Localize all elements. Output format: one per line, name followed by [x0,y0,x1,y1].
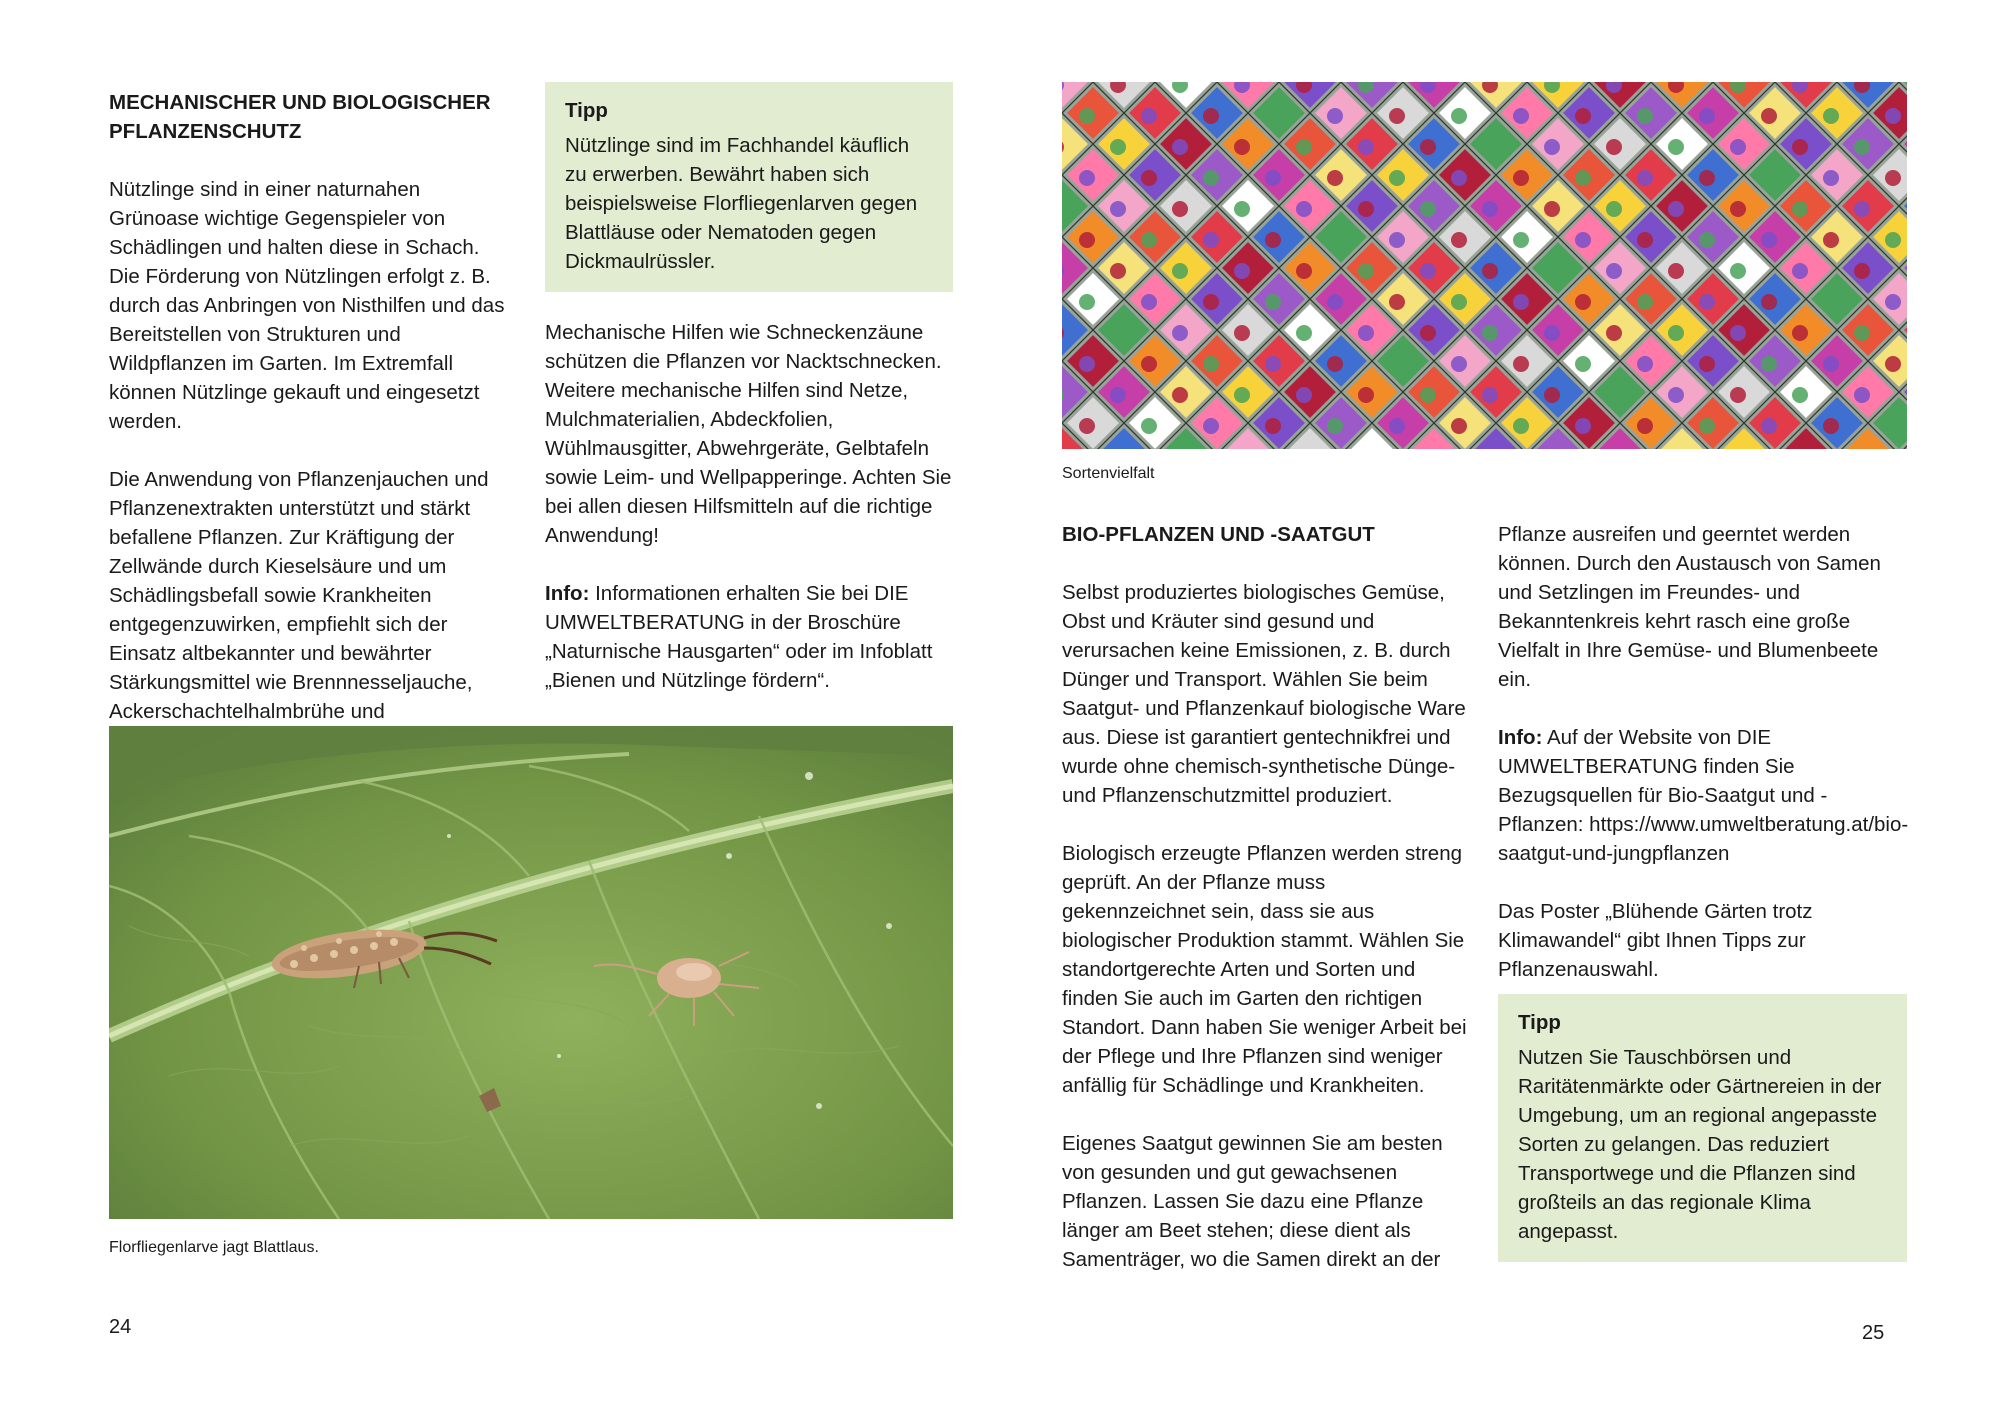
info-paragraph-right [1498,723,1910,868]
flower-dot [1451,232,1467,248]
flower-dot [1110,325,1126,341]
flower-dot [1296,387,1312,403]
flower-dot [1327,294,1343,310]
flower-dot [1265,356,1281,372]
flower-dot [1451,170,1467,186]
flower-dot [1575,170,1591,186]
flower-dot [1389,294,1405,310]
leaf-illustration [109,726,953,1219]
flower-dot [1792,139,1808,155]
flower-dot [1544,325,1560,341]
flower-dot [1296,201,1312,217]
flower-dot [1823,356,1839,372]
flower-dot [1327,232,1343,248]
heading-line-1: MECHANISCHER UND BIOLOGISCHER [109,91,491,114]
flower-dot [1699,232,1715,248]
tip-title: Tipp [565,99,608,122]
flower-dot [1513,356,1529,372]
flower-dot [1234,263,1250,279]
flower-dot [1885,108,1901,124]
flower-dot [1792,387,1808,403]
tip-box-left [545,82,953,292]
flower-dot [1141,294,1157,310]
flower-dot [1203,232,1219,248]
flower-dot [1792,263,1808,279]
flower-dot [1699,170,1715,186]
flower-dot [1203,294,1219,310]
info-label: Info: [545,582,590,605]
page-number-left: 24 [109,1316,132,1338]
flower-dot [1327,356,1343,372]
flower-dot [1203,356,1219,372]
flower-dot [1699,356,1715,372]
paragraph-eigenes-saatgut: Eigenes Saatgut gewinnen Sie am besten von gesunden und gut gewachsenen Pflanzen. Lassen Sie dazu eine Pflanze länger am Beet stehen; diese dient als Samenträger, wo die Samen direkt an der [1062,1132,1443,1271]
flower-dot [1141,418,1157,434]
flower-dot [1079,170,1095,186]
flower-dot [1172,139,1188,155]
flower-dot [1854,263,1870,279]
flower-dot [1761,170,1777,186]
flower-dot [1358,139,1374,155]
flower-dot [1513,232,1529,248]
photo-sortenvielfalt [1062,82,1907,449]
flower-dot [1110,139,1126,155]
paragraph-poster: Das Poster „Blühende Gärten trotz Klimawandel“ gibt Ihnen Tipps zur Pflanzenauswahl. [1498,900,1813,981]
info-label-right: Info: [1498,726,1543,749]
flower-dot [1637,232,1653,248]
flower-dot [1234,325,1250,341]
flower-dot [1265,294,1281,310]
flower-dot [1606,325,1622,341]
flower-dot [1172,201,1188,217]
flower-dot [1420,263,1436,279]
seed-packets-illustration [1062,82,1907,449]
left-column-2 [545,318,957,724]
flower-dot [1451,108,1467,124]
flower-dot [1513,418,1529,434]
flower-dot [1265,418,1281,434]
flower-dot [1730,139,1746,155]
flower-dot [1792,201,1808,217]
flower-dot [1637,170,1653,186]
flower-dot [1854,139,1870,155]
flower-dot [1296,263,1312,279]
flower-dot [1482,325,1498,341]
flower-dot [1668,139,1684,155]
flower-dot [1327,170,1343,186]
flower-dot [1265,108,1281,124]
heading-line-2: PFLANZENSCHUTZ [109,120,302,143]
flower-dot [1296,139,1312,155]
flower-dot [1606,139,1622,155]
flower-dot [1482,387,1498,403]
flower-dot [1110,201,1126,217]
flower-dot [1823,232,1839,248]
flower-dot [1823,170,1839,186]
flower-dot [1079,294,1095,310]
info-text-right: Auf der Website von DIE UMWELTBERATUNG finden Sie Bezugsquellen für Bio-Saatgut und -Pflanzen: https://www.umweltberatung.at/bio-saatgut-und-jungpflanzen [1498,726,1909,865]
flower-dot [1885,170,1901,186]
flower-dot [1823,108,1839,124]
flower-dot [1358,387,1374,403]
flower-dot [1885,232,1901,248]
flower-dot [1513,108,1529,124]
flower-dot [1172,263,1188,279]
flower-dot [1513,294,1529,310]
flower-dot [1172,387,1188,403]
flower-dot [1234,201,1250,217]
flower-dot [1451,294,1467,310]
flower-dot [1327,418,1343,434]
flower-dot [1668,387,1684,403]
flower-dot [1730,201,1746,217]
flower-dot [1110,263,1126,279]
flower-dot [1079,232,1095,248]
photo-florfliegenlarve [109,726,953,1219]
flower-dot [1389,232,1405,248]
flower-dot [1761,108,1777,124]
flower-dot [1420,201,1436,217]
flower-dot [1482,139,1498,155]
flower-dot [1079,108,1095,124]
flower-dot [1482,201,1498,217]
flower-dot [1141,170,1157,186]
flower-dot [1885,294,1901,310]
flower-dot [1265,170,1281,186]
flower-dot [1885,356,1901,372]
flower-dot [1420,387,1436,403]
flower-dot [1420,325,1436,341]
section-heading-bio-pflanzen: BIO-PFLANZEN UND -SAATGUT [1062,523,1375,546]
flower-dot [1544,201,1560,217]
flower-dot [1854,201,1870,217]
paragraph-selbst-produziert: Selbst produziertes biologisches Gemüse, Obst und Kräuter sind gesund und verursachen keine Emissionen, z. B. durch Dünger und Transport. Wählen Sie beim Saatgut- und Pflanzenkauf biologische Ware aus. Diese ist garantiert gentechnikfrei und wurde ohne chemisch-synthetische Dünge- und Pflanzenschutzmittel produziert. [1062,581,1466,807]
flower-dot [1575,108,1591,124]
paragraph-nuetzlinge: Nützlinge sind in einer naturnahen Grünoase wichtige Gegenspieler von Schädlingen und halten diese in Schach. Die Förderung von Nützlingen erfolgt z. B. durch das Anbringen von Nisthilfen und das Bereitstellen von Strukturen und Wildpflanzen im Garten. Im Extremfall können Nützlinge gekauft und eingesetzt werden. [109,178,505,433]
flower-dot [1234,139,1250,155]
right-column-2 [1498,520,1910,1013]
photo-caption-left: Florfliegenlarve jagt Blattlaus. [109,1239,319,1256]
right-column-1 [1062,520,1474,1303]
flower-dot [1296,325,1312,341]
photo-caption-right: Sortenvielfalt [1062,465,1155,482]
flower-dot [1079,356,1095,372]
paragraph-pflanze-ausreifen: Pflanze ausreifen und geerntet werden können. Durch den Austausch von Samen und Setzlingen im Freundes- und Bekanntenkreis kehrt rasch eine große Vielfalt in Ihre Gemüse- und Blumenbeete ein. [1498,523,1881,691]
page-number-right: 25 [1862,1322,1885,1344]
flower-dot [1079,418,1095,434]
flower-dot [1637,108,1653,124]
flower-dot [1451,418,1467,434]
flower-dot [1761,232,1777,248]
flower-dot [1575,294,1591,310]
flower-dot [1730,263,1746,279]
flower-dot [1203,108,1219,124]
flower-dot [1544,263,1560,279]
flower-dot [1668,201,1684,217]
flower-dot [1730,387,1746,403]
flower-dot [1823,418,1839,434]
flower-dot [1575,232,1591,248]
flower-dot [1606,201,1622,217]
flower-dot [1761,294,1777,310]
tip-box-right [1498,994,1907,1262]
flower-dot [1358,263,1374,279]
left-column-1 [109,88,509,784]
section-heading-pflanzenschutz [109,88,509,146]
flower-dot [1110,387,1126,403]
flower-dot [1203,418,1219,434]
flower-dot [1668,263,1684,279]
flower-dot [1234,387,1250,403]
flower-dot [1606,263,1622,279]
flower-dot [1141,232,1157,248]
flower-dot [1389,418,1405,434]
flower-dot [1172,325,1188,341]
flower-dot [1203,170,1219,186]
flower-dot [1327,108,1343,124]
flower-dot [1854,387,1870,403]
flower-dot [1761,418,1777,434]
flower-dot [1358,325,1374,341]
flower-dot [1854,325,1870,341]
info-text: Informationen erhalten Sie bei DIE UMWELTBERATUNG in der Broschüre „Naturnische Hausgarten“ oder im Infoblatt „Bienen und Nützlinge fördern“. [545,582,933,692]
flower-dot [1637,294,1653,310]
flower-dot [1668,325,1684,341]
flower-dot [1575,418,1591,434]
flower-dot [1885,418,1901,434]
flower-dot [1451,356,1467,372]
flower-dot [1265,232,1281,248]
flower-dot [1389,356,1405,372]
flower-dot [1544,387,1560,403]
flower-dot [1699,108,1715,124]
flower-dot [1575,356,1591,372]
flower-dot [1389,108,1405,124]
flower-dot [1699,294,1715,310]
flower-dot [1513,170,1529,186]
flower-dot [1389,170,1405,186]
paragraph-pflanzenjauchen: Die Anwendung von Pflanzenjauchen und Pflanzenextrakten unterstützt und stärkt befallene Pflanzen. Zur Kräftigung der Zellwände durch Kieselsäure und um Schädlingsbefall sowie Krankheiten entgegenzuwirken, empfiehlt sich der Einsatz altbekannter und bewährter Stärkungsmittel wie Brennnesseljauche, Ackerschachtelhalmbrühe und [109,468,489,723]
flower-dot [1761,356,1777,372]
tip-text: Nützlinge sind im Fachhandel käuflich zu erwerben. Bewährt haben sich beispielsweise Florfliegenlarven gegen Blattläuse oder Nematoden gegen Dickmaulrüssler. [565,134,918,273]
paragraph-biologisch-erzeugt: Biologisch erzeugte Pflanzen werden streng geprüft. An der Pflanze muss gekennzeichnet sein, dass sie aus biologischer Produktion stammt. Wählen Sie standortgerechte Arten und Sorten und finden Sie auch im Garten den richtigen Standort. Dann haben Sie weniger Arbeit bei der Pflege und Ihre Pflanzen sind weniger anfällig für Schädlinge und Krankheiten. [1062,842,1467,1097]
flower-dot [1637,418,1653,434]
flower-dot [1141,356,1157,372]
flower-dot [1606,387,1622,403]
flower-dot [1420,139,1436,155]
flower-dot [1699,418,1715,434]
flower-dot [1823,294,1839,310]
info-paragraph [545,579,957,695]
flower-dot [1544,139,1560,155]
flower-dot [1792,325,1808,341]
flower-dot [1637,356,1653,372]
flower-dot [1141,108,1157,124]
paragraph-mechanische-hilfen: Mechanische Hilfen wie Schneckenzäune schützen die Pflanzen vor Nacktschnecken. Weitere mechanische Hilfen sind Netze, Mulchmaterialien, Abdeckfolien, Wühlmausgitter, Abwehrgeräte, Gelbtafeln sowie Leim- und Wellpapperinge. Achten Sie bei allen diesen Hilfsmitteln auf die richtige Anwendung! [545,321,952,547]
tip-text-right: Nutzen Sie Tauschbörsen und Raritätenmärkte oder Gärtnereien in der Umgebung, um an regional angepasste Sorten zu gelangen. Das reduziert Transportwege und die Pflanzen sind großteils an das regionale Klima angepasst. [1518,1046,1882,1243]
flower-dot [1358,201,1374,217]
tip-title-right: Tipp [1518,1011,1561,1034]
flower-dot [1730,325,1746,341]
flower-dot [1482,263,1498,279]
